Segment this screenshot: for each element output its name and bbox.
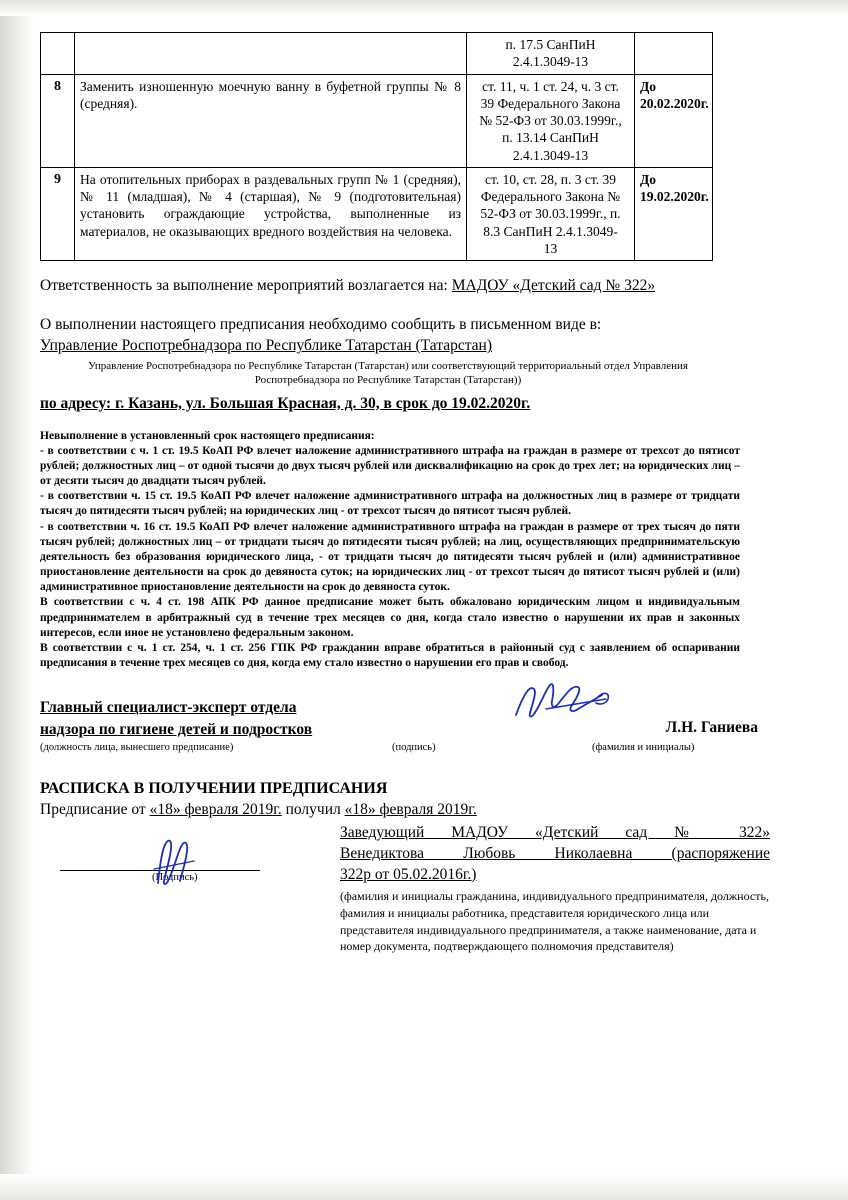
row-number-cell: 8 bbox=[41, 74, 75, 167]
receipt-line bbox=[40, 801, 810, 819]
receipt-prefix: Предписание от bbox=[40, 800, 150, 818]
signature-block bbox=[40, 697, 800, 757]
basis-line: 39 Федерального Закона bbox=[480, 95, 621, 111]
report-address: по адресу: г. Казань, ул. Большая Красная, д. 30, в срок до 19.02.2020г. bbox=[40, 394, 531, 412]
recipient-signature-caption: (Подпись) bbox=[152, 871, 198, 883]
signature-captions bbox=[40, 742, 800, 758]
basis-line: ст. 11, ч. 1 ст. 24, ч. 3 ст. bbox=[482, 78, 619, 94]
row-measure-cell bbox=[75, 33, 467, 75]
recipient-line: Венедиктова Любовь Николаевна (распоряжение bbox=[340, 844, 770, 862]
basis-line: 52-ФЗ от 30.03.1999г., п. bbox=[480, 206, 621, 222]
legal-notes bbox=[40, 429, 740, 672]
signer-position-line1: Главный специалист-эксперт отдела bbox=[40, 699, 297, 717]
responsibility-line bbox=[40, 277, 810, 295]
table-row bbox=[41, 74, 713, 167]
row-deadline-cell: До 20.02.2020г. bbox=[635, 74, 713, 167]
caption-signature: (подпись) bbox=[392, 741, 436, 753]
basis-line: п. 17.5 СанПиН bbox=[505, 37, 596, 52]
caption-name: (фамилия и инициалы) bbox=[592, 741, 695, 753]
basis-line: ст. 10, ст. 28, п. 3 ст. 39 bbox=[485, 171, 616, 187]
legal-paragraph: - в соответствии ч. 16 ст. 19.5 КоАП РФ влечет наложение административного штрафа на граждан в размере от трех тысяч до пяти тысяч рублей; должностных лиц – от тридцати тысяч до пятидесяти тысяч рублей; на лиц, осуществляющих предпринимательскую деятельность без образования юридического лица, - от тридцати тысяч до пятидесяти тысяч рублей и (или) административное приостановление деятельности на срок до девяноста суток; на юридических лиц - от трехсот тысяч до пятисот тысяч рублей и (или) административное приостановление деятельности на срок до девяноста суток. bbox=[40, 520, 740, 594]
recipient-details bbox=[340, 823, 770, 955]
report-authority: Управление Роспотребнадзора по Республике Татарстан (Татарстан) bbox=[40, 337, 493, 355]
basis-line: Федерального Закона № bbox=[480, 189, 621, 205]
signer-position-line2: надзора по гигиене детей и подростков bbox=[40, 720, 313, 738]
receipt-middle: получил bbox=[281, 800, 345, 818]
legal-paragraph: В соответствии с ч. 1 ст. 254, ч. 1 ст. 256 ГПК РФ гражданин вправе обратиться в районный суд с заявлением об оспаривании предписания в течение трех месяцев со дня, когда ему стало известно о нарушении его прав и свобод. bbox=[40, 641, 740, 670]
row-deadline-cell bbox=[635, 33, 713, 75]
report-intro: О выполнении настоящего предписания необходимо сообщить в письменном виде в: bbox=[40, 316, 602, 334]
row-basis-cell bbox=[467, 167, 635, 260]
basis-line: 2.4.1.3049-13 bbox=[512, 54, 589, 70]
basis-line: 8.3 СанПиН 2.4.1.3049- bbox=[483, 223, 618, 239]
receipt-date-received: «18» февраля 2019г. bbox=[344, 800, 477, 818]
legal-paragraph: В соответствии с ч. 4 ст. 198 АПК РФ данное предписание может быть обжаловано юридическим лицом и индивидуальным предпринимателем в арбитражный суд в течение трех месяцев со дня, когда стало известно о нарушении их прав и законных интересов, если иное не установлено федеральным законом. bbox=[40, 596, 740, 639]
recipient-line: 322р от 05.02.2016г.) bbox=[340, 865, 477, 883]
row-basis-cell bbox=[467, 33, 635, 75]
receipt-title: РАСПИСКА В ПОЛУЧЕНИИ ПРЕДПИСАНИЯ bbox=[40, 779, 388, 797]
requirements-table bbox=[40, 32, 713, 261]
basis-line: № 52-ФЗ от 30.03.1999г., bbox=[479, 113, 622, 129]
recipient-signature-line bbox=[60, 869, 260, 871]
responsibility-prefix: Ответственность за выполнение мероприятий возлагается на: bbox=[40, 277, 452, 295]
basis-line: 2.4.1.3049-13 bbox=[512, 147, 589, 163]
receipt-block bbox=[40, 823, 810, 1003]
signer-name: Л.Н. Ганиева bbox=[665, 719, 758, 737]
scan-edge-bottom bbox=[0, 1174, 848, 1200]
legal-paragraph: - в соответствии с ч. 1 ст. 19.5 КоАП РФ влечет наложение административного штрафа на граждан в размере от трехсот до пятисот рублей; должностных лиц – от одной тысячи до двух тысяч рублей или дисквалификацию на срок до трех лет; на юридических лиц – от десяти тысяч до двадцати тысяч рублей. bbox=[40, 444, 740, 488]
report-authority-note: Управление Роспотребнадзора по Республике Татарстан (Татарстан) или соответствующий территориальный отдел Управления Роспотребнадзора по Республике Татарстан (Татарстан)) bbox=[88, 360, 688, 387]
recipient-signature-area bbox=[60, 869, 310, 883]
row-measure-cell: Заменить изношенную моечную ванну в буфетной группы № 8 (средняя). bbox=[75, 74, 467, 167]
row-deadline-cell: До 19.02.2020г. bbox=[635, 167, 713, 260]
row-measure-cell: На отопительных приборах в раздевальных групп № 1 (средняя), № 11 (младшая), № 4 (старшая), № 9 (подготовительная) установить ограждающие устройства, выполненные из материалов, не оказывающих вредного воздействия на человека. bbox=[75, 167, 467, 260]
responsible-organization: МАДОУ «Детский сад № 322» bbox=[451, 277, 656, 295]
scan-edge-left bbox=[0, 0, 34, 1200]
recipient-caption: (фамилия и инициалы гражданина, индивидуального предпринимателя, должность, фамилия и инициалы работника, представителя юридического лица или представителя индивидуального предпринимателя, а также наименование, дата и номер документа, подтверждающего полномочия представителя) bbox=[340, 889, 769, 954]
document-content bbox=[40, 32, 810, 1003]
basis-line: 13 bbox=[543, 240, 558, 256]
legal-paragraph: - в соответствии ч. 15 ст. 19.5 КоАП РФ влечет наложение административного штрафа на должностных лиц в размере от тридцати тысяч до пятидесяти тысяч рублей; на юридических лиц - от трехсот тысяч до пятисот тысяч рублей. bbox=[40, 490, 740, 518]
table-row bbox=[41, 33, 713, 75]
caption-position: (должность лица, вынесшего предписание) bbox=[40, 741, 234, 753]
row-number-cell bbox=[41, 33, 75, 75]
scan-edge-top bbox=[0, 0, 848, 16]
row-basis-cell bbox=[467, 74, 635, 167]
table-row bbox=[41, 167, 713, 260]
legal-heading: Невыполнение в установленный срок настоящего предписания: bbox=[40, 429, 375, 442]
recipient-line: Заведующий МАДОУ «Детский сад № 322» bbox=[340, 823, 770, 841]
receipt-date-issued: «18» февраля 2019г. bbox=[149, 800, 282, 818]
row-number-cell: 9 bbox=[41, 167, 75, 260]
basis-line: п. 13.14 СанПиН bbox=[502, 130, 599, 146]
